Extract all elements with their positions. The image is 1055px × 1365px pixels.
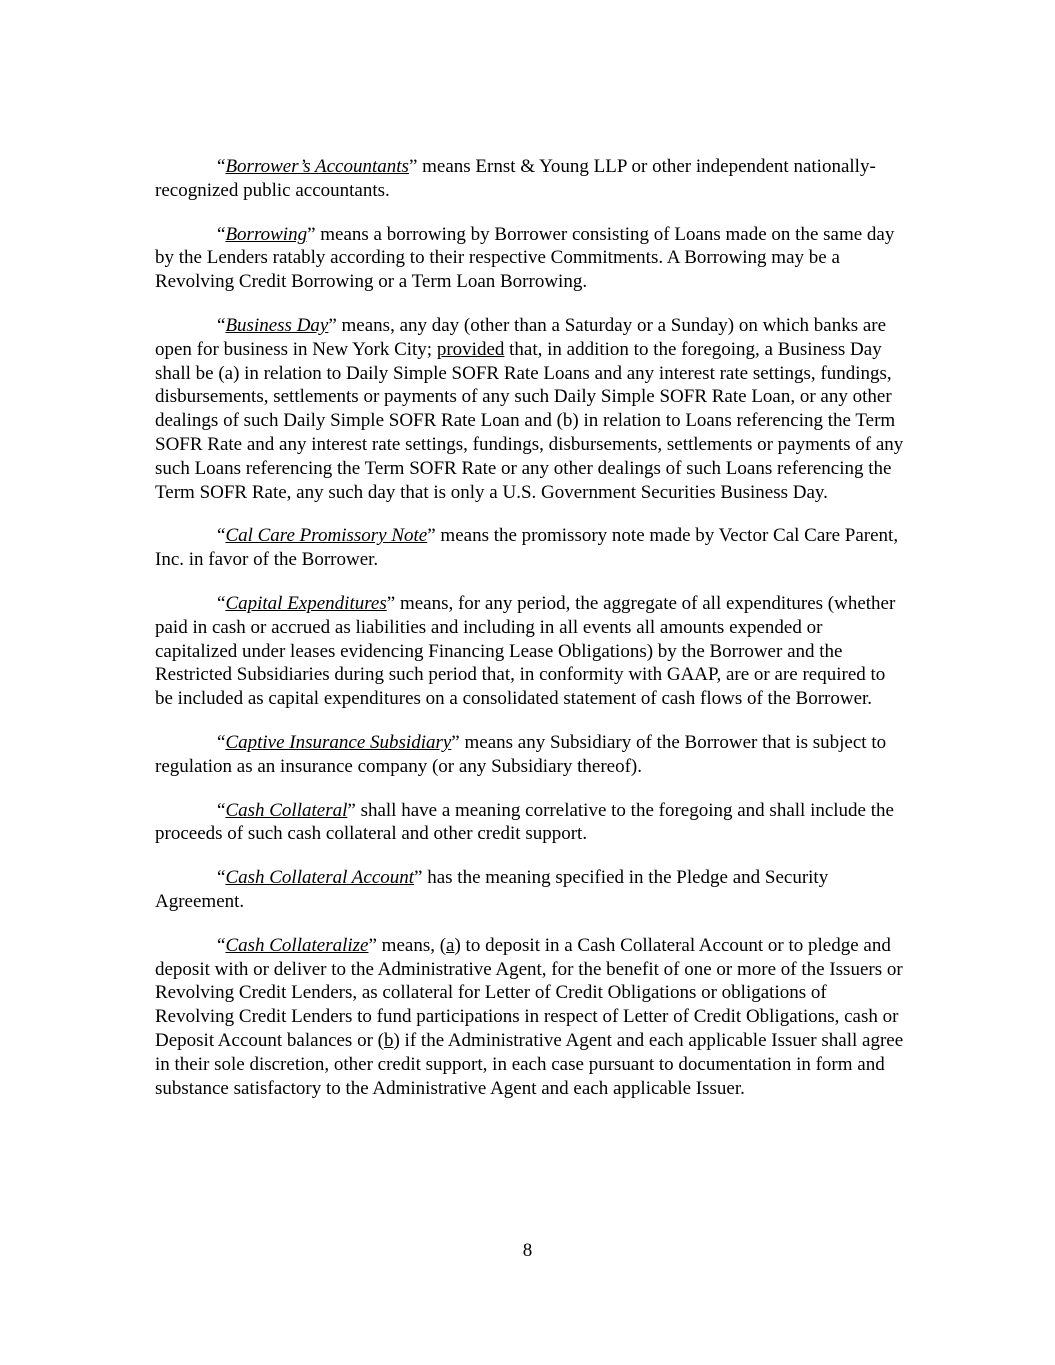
definition-text: means, for any period, the aggregate of all expenditures (whether paid in cash or accrued as liabilities and including in all events all amounts expended or capitalized under leases evidencing Financing Lease Obligations) by the Borrower and the Restricted Subsidiaries during such period that, in conformity with GAAP, are or are required to be included as capital expenditures on a consolidated statement of cash flows of the Borrower. [155, 592, 896, 710]
open-quote: “ [217, 731, 226, 753]
definition-text: shall have a meaning correlative to the foregoing and shall include the proceeds of such cash collateral and other credit support. [155, 799, 894, 845]
definition-cash-collateral [155, 799, 907, 847]
defined-term: Captive Insurance Subsidiary [225, 731, 452, 753]
close-quote: ” [347, 799, 356, 821]
clause-b-label: b [383, 1029, 394, 1051]
definition-text: means a borrowing by Borrower consisting of Loans made on the same day by the Lenders ratably according to their respective Commitments. A Borrowing may be a Revolving Credit Borrowing or a Term Loan Borrowing. [155, 223, 895, 293]
open-quote: “ [217, 223, 226, 245]
provided-keyword: provided [436, 338, 505, 360]
open-quote: “ [217, 592, 226, 614]
definition-cash-collateral-account [155, 866, 907, 914]
defined-term: Capital Expenditures [225, 592, 387, 614]
defined-term: Business Day [225, 314, 329, 336]
defined-term: Cash Collateralize [225, 934, 369, 956]
definition-capital-expenditures [155, 592, 907, 711]
definition-text: means the promissory note made by Vector Cal Care Parent, Inc. in favor of the Borrower. [155, 525, 899, 571]
close-quote: ” [408, 156, 418, 177]
open-quote: “ [217, 867, 226, 889]
clause-a-label: a [446, 934, 455, 956]
defined-term: Cash Collateral [225, 799, 348, 821]
definition-business-day [155, 314, 907, 504]
definition-cal-care-promissory-note [155, 524, 907, 572]
open-quote: “ [217, 314, 226, 336]
definition-text: has the meaning specified in the Pledge and Security Agreement. [155, 867, 829, 912]
definition-text-continued: that, in addition to the foregoing, a Business Day shall be (a) in relation to Daily Simple SOFR Rate Loans and any interest rate settings, fundings, disbursements, settlements or payments of any such Daily Simple SOFR Rate Loan, or any other dealings of such Daily Simple SOFR Rate Loan and (b) in relation to Loans referencing the Term SOFR Rate and any interest rate settings, fundings, disbursements, settlements or payments of any such Loans referencing the Term SOFR Rate or any other dealings of such Loans referencing the Term SOFR Rate, any such day that is only a U.S. Government Securities Business Day. [155, 338, 904, 503]
open-quote: “ [217, 525, 226, 547]
definition-text-final: ) if the Administrative Agent and each applicable Issuer shall agree in their sole discretion, other credit support, in each case pursuant to documentation in form and substance satisfactory to the Administrative Agent and each applicable Issuer. [155, 1029, 904, 1099]
defined-term: Borrowing [225, 223, 308, 245]
definition-borrowers-accountants [155, 155, 907, 203]
definition-cash-collateralize [155, 934, 907, 1101]
definition-text: means, ( [376, 934, 447, 956]
definition-text: means Ernst & Young LLP or other independent nationally-recognized public accountants. [155, 156, 876, 201]
defined-term: Cal Care Promissory Note [225, 525, 428, 547]
open-quote: “ [217, 934, 226, 956]
definition-captive-insurance-subsidiary [155, 731, 907, 779]
close-quote: ” [328, 314, 337, 336]
definition-borrowing [155, 223, 907, 294]
defined-term: Cash Collateral Account [225, 867, 415, 889]
definition-text: means any Subsidiary of the Borrower that is subject to regulation as an insurance company (or any Subsidiary thereof). [155, 731, 887, 777]
close-quote: ” [427, 525, 436, 547]
close-quote: ” [414, 867, 423, 889]
open-quote: “ [217, 156, 226, 177]
open-quote: “ [217, 799, 226, 821]
close-quote: ” [386, 592, 396, 614]
definition-text: means, any day (other than a Saturday or a Sunday) on which banks are open for business in New York City; [155, 314, 887, 360]
definitions-section [155, 155, 907, 1120]
close-quote: ” [307, 223, 316, 245]
defined-term: Borrower’s Accountants [225, 156, 409, 177]
close-quote: ” [451, 731, 460, 753]
definition-text-continued: ) to deposit in a Cash Collateral Account or to pledge and deposit with or deliver to the Administrative Agent, for the benefit of one or more of the Issuers or Revolving Credit Lenders, as collateral for Letter of Credit Obligations or obligations of Revolving Credit Lenders to fund participations in respect of Letter of Credit Obligations, cash or Deposit Account balances or ( [155, 934, 903, 1051]
page-number: 8 [522, 1240, 533, 1261]
close-quote: ” [368, 934, 377, 956]
